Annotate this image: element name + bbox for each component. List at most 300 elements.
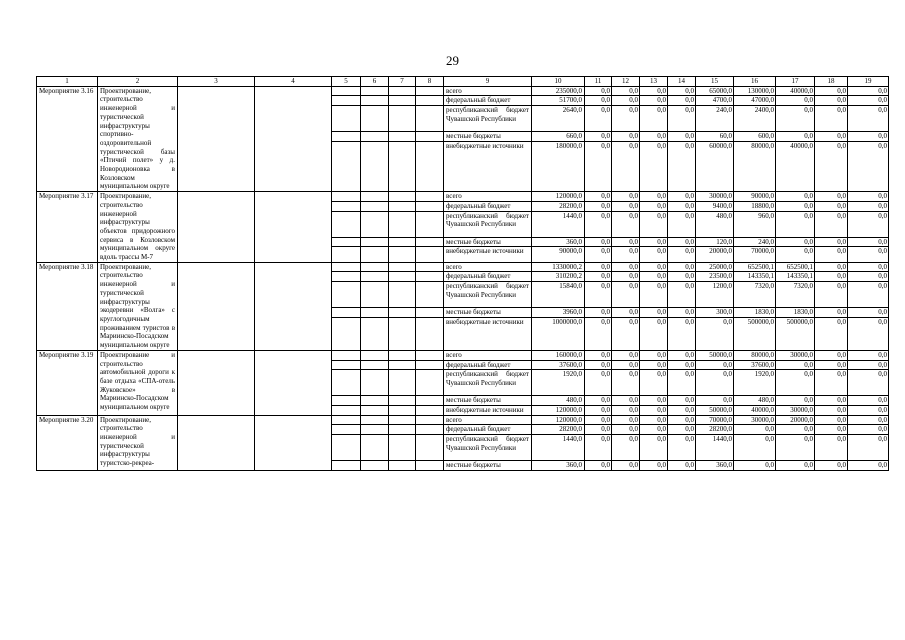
empty-cell <box>361 415 389 425</box>
amount-cell: 0,0 <box>776 237 815 247</box>
empty-cell <box>332 405 361 415</box>
amount-cell: 500000,0 <box>776 317 815 350</box>
amount-cell: 0,0 <box>612 282 640 308</box>
amount-cell: 0,0 <box>848 201 889 211</box>
column-number: 10 <box>532 77 585 87</box>
funding-source: федеральный бюджет <box>444 360 532 370</box>
amount-cell: 0,0 <box>585 237 612 247</box>
empty-cell <box>361 86 389 96</box>
empty-cell <box>361 308 389 318</box>
amount-cell: 652500,1 <box>734 262 776 272</box>
table-row <box>37 262 889 272</box>
empty-cell <box>332 435 361 461</box>
empty-cell <box>361 317 389 350</box>
amount-cell: 0,0 <box>585 192 612 202</box>
empty-cell <box>332 461 361 471</box>
measure-name: Проектирование, строительство инженерной и туристической инфраструктуры туристско-рекреа- <box>98 415 178 470</box>
column-number: 18 <box>815 77 848 87</box>
amount-cell: 0,0 <box>848 96 889 106</box>
amount-cell: 0,0 <box>815 96 848 106</box>
amount-cell: 0,0 <box>668 396 696 406</box>
amount-cell: 0,0 <box>815 247 848 263</box>
empty-cell <box>361 370 389 396</box>
column-number: 16 <box>734 77 776 87</box>
amount-cell: 480,0 <box>734 396 776 406</box>
amount-cell: 1440,0 <box>696 435 734 461</box>
amount-cell: 0,0 <box>776 370 815 396</box>
amount-cell: 0,0 <box>848 317 889 350</box>
amount-cell: 1920,0 <box>532 370 585 396</box>
column-number: 13 <box>640 77 668 87</box>
amount-cell: 0,0 <box>776 461 815 471</box>
amount-cell: 15840,0 <box>532 282 585 308</box>
empty-cell <box>361 106 389 132</box>
measure-id: Мероприятие 3.16 <box>37 86 98 191</box>
amount-cell: 80000,0 <box>734 350 776 360</box>
amount-cell: 500000,0 <box>734 317 776 350</box>
amount-cell: 0,0 <box>640 201 668 211</box>
amount-cell: 2400,0 <box>734 106 776 132</box>
empty-cell <box>361 132 389 142</box>
amount-cell: 0,0 <box>848 425 889 435</box>
amount-cell: 0,0 <box>776 192 815 202</box>
empty-cell <box>416 308 444 318</box>
amount-cell: 0,0 <box>585 370 612 396</box>
empty-cell <box>389 106 416 132</box>
empty-cell <box>332 192 361 202</box>
amount-cell: 0,0 <box>848 272 889 282</box>
table-row <box>37 415 889 425</box>
empty-cell <box>389 237 416 247</box>
amount-cell: 0,0 <box>815 141 848 191</box>
empty-cell <box>332 201 361 211</box>
amount-cell: 40000,0 <box>776 141 815 191</box>
empty-cell <box>361 262 389 272</box>
amount-cell: 0,0 <box>585 132 612 142</box>
amount-cell: 0,0 <box>585 405 612 415</box>
amount-cell: 0,0 <box>668 415 696 425</box>
amount-cell: 0,0 <box>612 317 640 350</box>
amount-cell: 120,0 <box>696 237 734 247</box>
table-row <box>37 350 889 360</box>
empty-cell <box>361 405 389 415</box>
column-number: 17 <box>776 77 815 87</box>
amount-cell: 0,0 <box>815 317 848 350</box>
amount-cell: 0,0 <box>668 425 696 435</box>
empty-cell <box>361 237 389 247</box>
funding-source: республиканский бюджет Чувашской Республики <box>444 211 532 237</box>
empty-cell <box>255 350 332 415</box>
empty-cell <box>416 106 444 132</box>
amount-cell: 0,0 <box>585 425 612 435</box>
empty-cell <box>178 86 255 191</box>
column-number: 12 <box>612 77 640 87</box>
funding-source: всего <box>444 415 532 425</box>
amount-cell: 0,0 <box>585 282 612 308</box>
amount-cell: 37600,0 <box>734 360 776 370</box>
amount-cell: 0,0 <box>776 396 815 406</box>
amount-cell: 0,0 <box>612 308 640 318</box>
budget-table <box>36 76 889 471</box>
amount-cell: 0,0 <box>815 308 848 318</box>
amount-cell: 0,0 <box>696 360 734 370</box>
empty-cell <box>416 317 444 350</box>
amount-cell: 0,0 <box>612 141 640 191</box>
amount-cell: 0,0 <box>848 360 889 370</box>
amount-cell: 0,0 <box>848 405 889 415</box>
column-number: 5 <box>332 77 361 87</box>
amount-cell: 160000,0 <box>532 350 585 360</box>
amount-cell: 0,0 <box>668 132 696 142</box>
amount-cell: 0,0 <box>585 317 612 350</box>
amount-cell: 0,0 <box>815 106 848 132</box>
amount-cell: 0,0 <box>640 360 668 370</box>
column-number: 4 <box>255 77 332 87</box>
empty-cell <box>178 350 255 415</box>
funding-source: всего <box>444 262 532 272</box>
empty-cell <box>416 247 444 263</box>
amount-cell: 0,0 <box>668 192 696 202</box>
column-number: 7 <box>389 77 416 87</box>
column-number: 19 <box>848 77 889 87</box>
amount-cell: 0,0 <box>668 86 696 96</box>
empty-cell <box>389 317 416 350</box>
amount-cell: 0,0 <box>585 262 612 272</box>
funding-source: республиканский бюджет Чувашской Республики <box>444 106 532 132</box>
amount-cell: 18800,0 <box>734 201 776 211</box>
empty-cell <box>416 237 444 247</box>
amount-cell: 120000,0 <box>532 192 585 202</box>
amount-cell: 0,0 <box>640 247 668 263</box>
empty-cell <box>389 425 416 435</box>
empty-cell <box>255 415 332 470</box>
amount-cell: 50000,0 <box>696 405 734 415</box>
amount-cell: 0,0 <box>668 141 696 191</box>
amount-cell: 0,0 <box>815 370 848 396</box>
empty-cell <box>416 96 444 106</box>
empty-cell <box>332 370 361 396</box>
amount-cell: 0,0 <box>640 106 668 132</box>
empty-cell <box>389 360 416 370</box>
amount-cell: 0,0 <box>640 192 668 202</box>
amount-cell: 0,0 <box>848 435 889 461</box>
amount-cell: 50000,0 <box>696 350 734 360</box>
amount-cell: 480,0 <box>696 211 734 237</box>
amount-cell: 0,0 <box>668 350 696 360</box>
amount-cell: 0,0 <box>848 350 889 360</box>
empty-cell <box>416 415 444 425</box>
column-number: 14 <box>668 77 696 87</box>
amount-cell: 0,0 <box>815 132 848 142</box>
amount-cell: 0,0 <box>612 350 640 360</box>
amount-cell: 90000,0 <box>734 192 776 202</box>
amount-cell: 0,0 <box>848 141 889 191</box>
amount-cell: 30000,0 <box>776 405 815 415</box>
amount-cell: 37600,0 <box>532 360 585 370</box>
amount-cell: 0,0 <box>848 415 889 425</box>
amount-cell: 0,0 <box>612 237 640 247</box>
measure-name: Проектирование и строительство автомобильной дороги к базе отдыха «СПА-отель Жуковское» в Мариинско-Посадском муниципальном округе <box>98 350 178 415</box>
amount-cell: 1200,0 <box>696 282 734 308</box>
empty-cell <box>332 282 361 308</box>
empty-cell <box>332 350 361 360</box>
amount-cell: 0,0 <box>612 435 640 461</box>
measure-name: Проектирование, строительство инженерной инфраструктуры объектов придорожного сервиса в Козловском муниципальном округе вдоль трассы М-7 <box>98 192 178 263</box>
amount-cell: 1440,0 <box>532 211 585 237</box>
amount-cell: 143350,1 <box>734 272 776 282</box>
amount-cell: 360,0 <box>532 461 585 471</box>
amount-cell: 0,0 <box>848 237 889 247</box>
amount-cell: 660,0 <box>532 132 585 142</box>
empty-cell <box>389 211 416 237</box>
empty-cell <box>416 141 444 191</box>
amount-cell: 0,0 <box>815 272 848 282</box>
empty-cell <box>416 360 444 370</box>
amount-cell: 1000000,0 <box>532 317 585 350</box>
amount-cell: 235000,0 <box>532 86 585 96</box>
empty-cell <box>389 405 416 415</box>
amount-cell: 180000,0 <box>532 141 585 191</box>
amount-cell: 0,0 <box>585 86 612 96</box>
amount-cell: 0,0 <box>848 308 889 318</box>
amount-cell: 0,0 <box>815 350 848 360</box>
amount-cell: 300,0 <box>696 308 734 318</box>
amount-cell: 0,0 <box>612 370 640 396</box>
amount-cell: 0,0 <box>776 435 815 461</box>
amount-cell: 0,0 <box>815 201 848 211</box>
amount-cell: 0,0 <box>640 282 668 308</box>
empty-cell <box>416 201 444 211</box>
amount-cell: 0,0 <box>668 211 696 237</box>
amount-cell: 0,0 <box>612 425 640 435</box>
table-row <box>37 192 889 202</box>
amount-cell: 0,0 <box>585 435 612 461</box>
amount-cell: 0,0 <box>848 211 889 237</box>
amount-cell: 40000,0 <box>776 86 815 96</box>
column-number: 15 <box>696 77 734 87</box>
amount-cell: 0,0 <box>585 461 612 471</box>
empty-cell <box>332 106 361 132</box>
amount-cell: 0,0 <box>668 262 696 272</box>
empty-cell <box>416 370 444 396</box>
measure-id: Мероприятие 3.17 <box>37 192 98 263</box>
empty-cell <box>389 86 416 96</box>
amount-cell: 1830,0 <box>734 308 776 318</box>
amount-cell: 0,0 <box>848 86 889 96</box>
amount-cell: 0,0 <box>612 201 640 211</box>
empty-cell <box>389 132 416 142</box>
funding-source: внебюджетные источники <box>444 405 532 415</box>
amount-cell: 70000,0 <box>696 415 734 425</box>
amount-cell: 0,0 <box>776 201 815 211</box>
amount-cell: 2640,0 <box>532 106 585 132</box>
empty-cell <box>361 96 389 106</box>
empty-cell <box>332 360 361 370</box>
funding-source: республиканский бюджет Чувашской Республики <box>444 435 532 461</box>
amount-cell: 0,0 <box>585 247 612 263</box>
amount-cell: 0,0 <box>640 272 668 282</box>
empty-cell <box>178 415 255 470</box>
empty-cell <box>332 317 361 350</box>
amount-cell: 9400,0 <box>696 201 734 211</box>
amount-cell: 0,0 <box>640 405 668 415</box>
amount-cell: 0,0 <box>696 317 734 350</box>
amount-cell: 0,0 <box>612 132 640 142</box>
amount-cell: 30000,0 <box>696 192 734 202</box>
amount-cell: 0,0 <box>612 405 640 415</box>
empty-cell <box>389 415 416 425</box>
amount-cell: 0,0 <box>734 461 776 471</box>
empty-cell <box>361 350 389 360</box>
empty-cell <box>389 350 416 360</box>
empty-cell <box>416 396 444 406</box>
amount-cell: 0,0 <box>668 370 696 396</box>
funding-source: федеральный бюджет <box>444 96 532 106</box>
amount-cell: 60,0 <box>696 132 734 142</box>
amount-cell: 0,0 <box>815 415 848 425</box>
amount-cell: 0,0 <box>612 272 640 282</box>
amount-cell: 0,0 <box>815 425 848 435</box>
amount-cell: 1330000,2 <box>532 262 585 272</box>
column-number: 2 <box>98 77 178 87</box>
amount-cell: 0,0 <box>734 425 776 435</box>
column-number: 9 <box>444 77 532 87</box>
amount-cell: 0,0 <box>612 415 640 425</box>
amount-cell: 51700,0 <box>532 96 585 106</box>
amount-cell: 0,0 <box>815 262 848 272</box>
amount-cell: 360,0 <box>696 461 734 471</box>
amount-cell: 0,0 <box>640 141 668 191</box>
amount-cell: 0,0 <box>640 370 668 396</box>
amount-cell: 0,0 <box>668 272 696 282</box>
funding-source: республиканский бюджет Чувашской Республики <box>444 282 532 308</box>
empty-cell <box>389 461 416 471</box>
amount-cell: 0,0 <box>668 282 696 308</box>
amount-cell: 0,0 <box>815 211 848 237</box>
empty-cell <box>416 86 444 96</box>
empty-cell <box>332 308 361 318</box>
empty-cell <box>389 247 416 263</box>
amount-cell: 7320,0 <box>734 282 776 308</box>
measure-name: Проектирование, строительство инженерной и туристической инфраструктуры спортивно-оздоровительной туристической базы «Птичий полет» у д. Новородионовка в Козловском муниципальном округе <box>98 86 178 191</box>
amount-cell: 90000,0 <box>532 247 585 263</box>
empty-cell <box>332 141 361 191</box>
empty-cell <box>361 425 389 435</box>
empty-cell <box>332 272 361 282</box>
empty-cell <box>416 350 444 360</box>
amount-cell: 7320,0 <box>776 282 815 308</box>
funding-source: федеральный бюджет <box>444 201 532 211</box>
empty-cell <box>255 262 332 350</box>
amount-cell: 1830,0 <box>776 308 815 318</box>
measure-name: Проектирование, строительство инженерной и туристической инфраструктуры экодеревни «Волга» с круглогодичным проживанием туристов в Мариинско-Посадском муниципальном округе <box>98 262 178 350</box>
empty-cell <box>332 262 361 272</box>
amount-cell: 20000,0 <box>776 415 815 425</box>
amount-cell: 0,0 <box>815 461 848 471</box>
empty-cell <box>361 396 389 406</box>
amount-cell: 0,0 <box>776 425 815 435</box>
amount-cell: 120000,0 <box>532 415 585 425</box>
amount-cell: 0,0 <box>668 405 696 415</box>
amount-cell: 20000,0 <box>696 247 734 263</box>
funding-source: местные бюджеты <box>444 132 532 142</box>
amount-cell: 0,0 <box>585 308 612 318</box>
empty-cell <box>416 435 444 461</box>
empty-cell <box>416 132 444 142</box>
funding-source: всего <box>444 192 532 202</box>
amount-cell: 25000,0 <box>696 262 734 272</box>
empty-cell <box>416 405 444 415</box>
empty-cell <box>389 96 416 106</box>
amount-cell: 0,0 <box>668 435 696 461</box>
empty-cell <box>416 282 444 308</box>
amount-cell: 65000,0 <box>696 86 734 96</box>
amount-cell: 143350,1 <box>776 272 815 282</box>
funding-source: республиканский бюджет Чувашской Республики <box>444 370 532 396</box>
empty-cell <box>332 237 361 247</box>
amount-cell: 360,0 <box>532 237 585 247</box>
amount-cell: 0,0 <box>815 282 848 308</box>
amount-cell: 600,0 <box>734 132 776 142</box>
empty-cell <box>416 192 444 202</box>
amount-cell: 652500,1 <box>776 262 815 272</box>
amount-cell: 0,0 <box>612 360 640 370</box>
amount-cell: 0,0 <box>776 106 815 132</box>
amount-cell: 0,0 <box>640 396 668 406</box>
amount-cell: 0,0 <box>640 86 668 96</box>
funding-source: федеральный бюджет <box>444 425 532 435</box>
funding-source: местные бюджеты <box>444 396 532 406</box>
amount-cell: 0,0 <box>776 96 815 106</box>
empty-cell <box>416 272 444 282</box>
funding-source: местные бюджеты <box>444 461 532 471</box>
empty-cell <box>389 262 416 272</box>
amount-cell: 0,0 <box>776 360 815 370</box>
amount-cell: 1440,0 <box>532 435 585 461</box>
amount-cell: 0,0 <box>640 415 668 425</box>
amount-cell: 0,0 <box>668 461 696 471</box>
amount-cell: 70000,0 <box>734 247 776 263</box>
amount-cell: 23500,0 <box>696 272 734 282</box>
amount-cell: 30000,0 <box>776 350 815 360</box>
amount-cell: 0,0 <box>640 308 668 318</box>
empty-cell <box>416 211 444 237</box>
empty-cell <box>389 435 416 461</box>
amount-cell: 0,0 <box>612 192 640 202</box>
empty-cell <box>361 201 389 211</box>
amount-cell: 0,0 <box>585 106 612 132</box>
amount-cell: 0,0 <box>848 192 889 202</box>
amount-cell: 47000,0 <box>734 96 776 106</box>
amount-cell: 0,0 <box>585 141 612 191</box>
amount-cell: 0,0 <box>612 106 640 132</box>
funding-source: всего <box>444 350 532 360</box>
amount-cell: 0,0 <box>815 405 848 415</box>
amount-cell: 0,0 <box>734 435 776 461</box>
empty-cell <box>361 435 389 461</box>
amount-cell: 0,0 <box>585 350 612 360</box>
empty-cell <box>332 96 361 106</box>
amount-cell: 310200,2 <box>532 272 585 282</box>
empty-cell <box>389 308 416 318</box>
column-number: 11 <box>585 77 612 87</box>
funding-source: всего <box>444 86 532 96</box>
column-number: 8 <box>416 77 444 87</box>
funding-source: внебюджетные источники <box>444 247 532 263</box>
amount-cell: 0,0 <box>848 262 889 272</box>
page-number: 29 <box>446 53 459 68</box>
amount-cell: 4700,0 <box>696 96 734 106</box>
